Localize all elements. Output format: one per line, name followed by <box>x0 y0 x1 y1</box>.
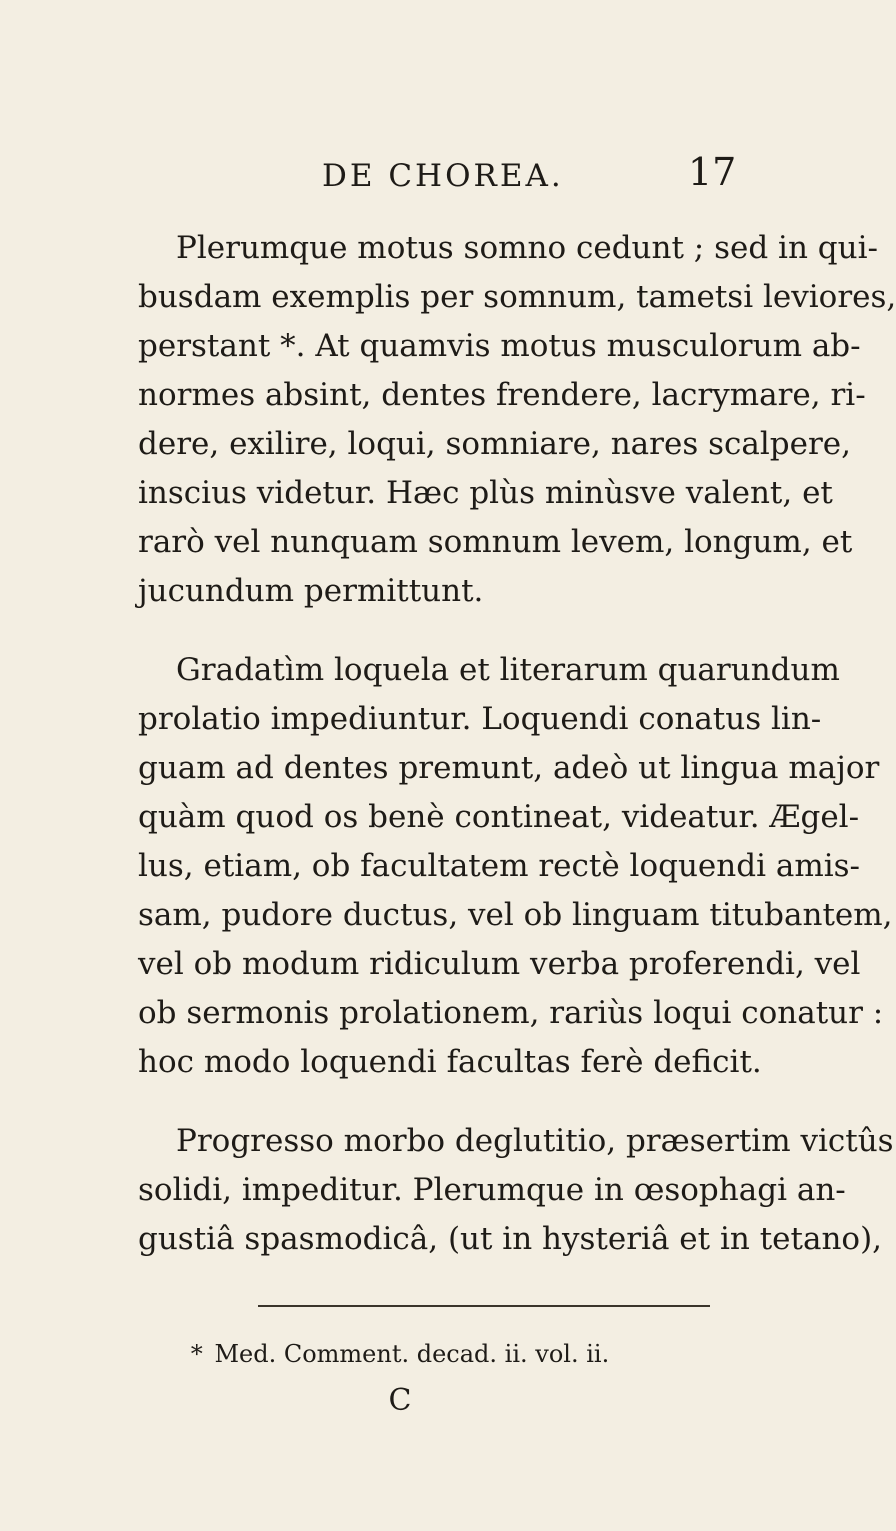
text-line: lus, etiam, ob facultatem rectè loquendi amis- <box>138 848 861 884</box>
footnote-text: Med. Comment. decad. ii. vol. ii. <box>214 1340 610 1368</box>
text-line: Progresso morbo deglutitio, præsertim victûs <box>176 1123 894 1159</box>
text-line: gustiâ spasmodicâ, (ut in hysteriâ et in tetano), <box>138 1221 883 1257</box>
text-line: vel ob modum ridiculum verba proferendi, vel <box>138 946 861 982</box>
footnote-mark: * <box>190 1340 203 1368</box>
text-line: quàm quod os benè contineat, videatur. Ægel- <box>138 799 860 835</box>
footnote <box>0 1340 800 1368</box>
text-line: busdam exemplis per somnum, tametsi leviores, <box>138 279 896 315</box>
text-line: solidi, impeditur. Plerumque in œsophagi an- <box>138 1172 846 1208</box>
text-line: dere, exilire, loqui, somniare, nares scalpere, <box>138 426 851 462</box>
running-title: DE CHOREA. <box>322 158 564 194</box>
text-line: hoc modo loquendi facultas ferè deficit. <box>138 1044 762 1080</box>
text-line: Plerumque motus somno cedunt ; sed in qui- <box>176 230 878 266</box>
text-line: ob sermonis prolationem, rariùs loqui conatur : <box>138 995 884 1031</box>
text-line: Gradatìm loquela et literarum quarundum <box>176 652 840 688</box>
text-line: guam ad dentes premunt, adeò ut lingua major <box>138 750 880 786</box>
running-head <box>0 150 800 200</box>
text-line: perstant *. At quamvis motus musculorum ab- <box>138 328 861 364</box>
text-line: sam, pudore ductus, vel ob linguam titubantem, <box>138 897 893 933</box>
text-line: jucundum permittunt. <box>138 573 484 609</box>
text-line: prolatio impediuntur. Loquendi conatus lin- <box>138 701 822 737</box>
footnote-divider <box>258 1305 710 1307</box>
signature-mark: C <box>388 1383 412 1418</box>
text-line: inscius videtur. Hæc plùs minùsve valent, et <box>138 475 833 511</box>
page-number: 17 <box>688 150 737 194</box>
text-line: normes absint, dentes frendere, lacrymare, ri- <box>138 377 866 413</box>
text-line: rarò vel nunquam somnum levem, longum, et <box>138 524 853 560</box>
